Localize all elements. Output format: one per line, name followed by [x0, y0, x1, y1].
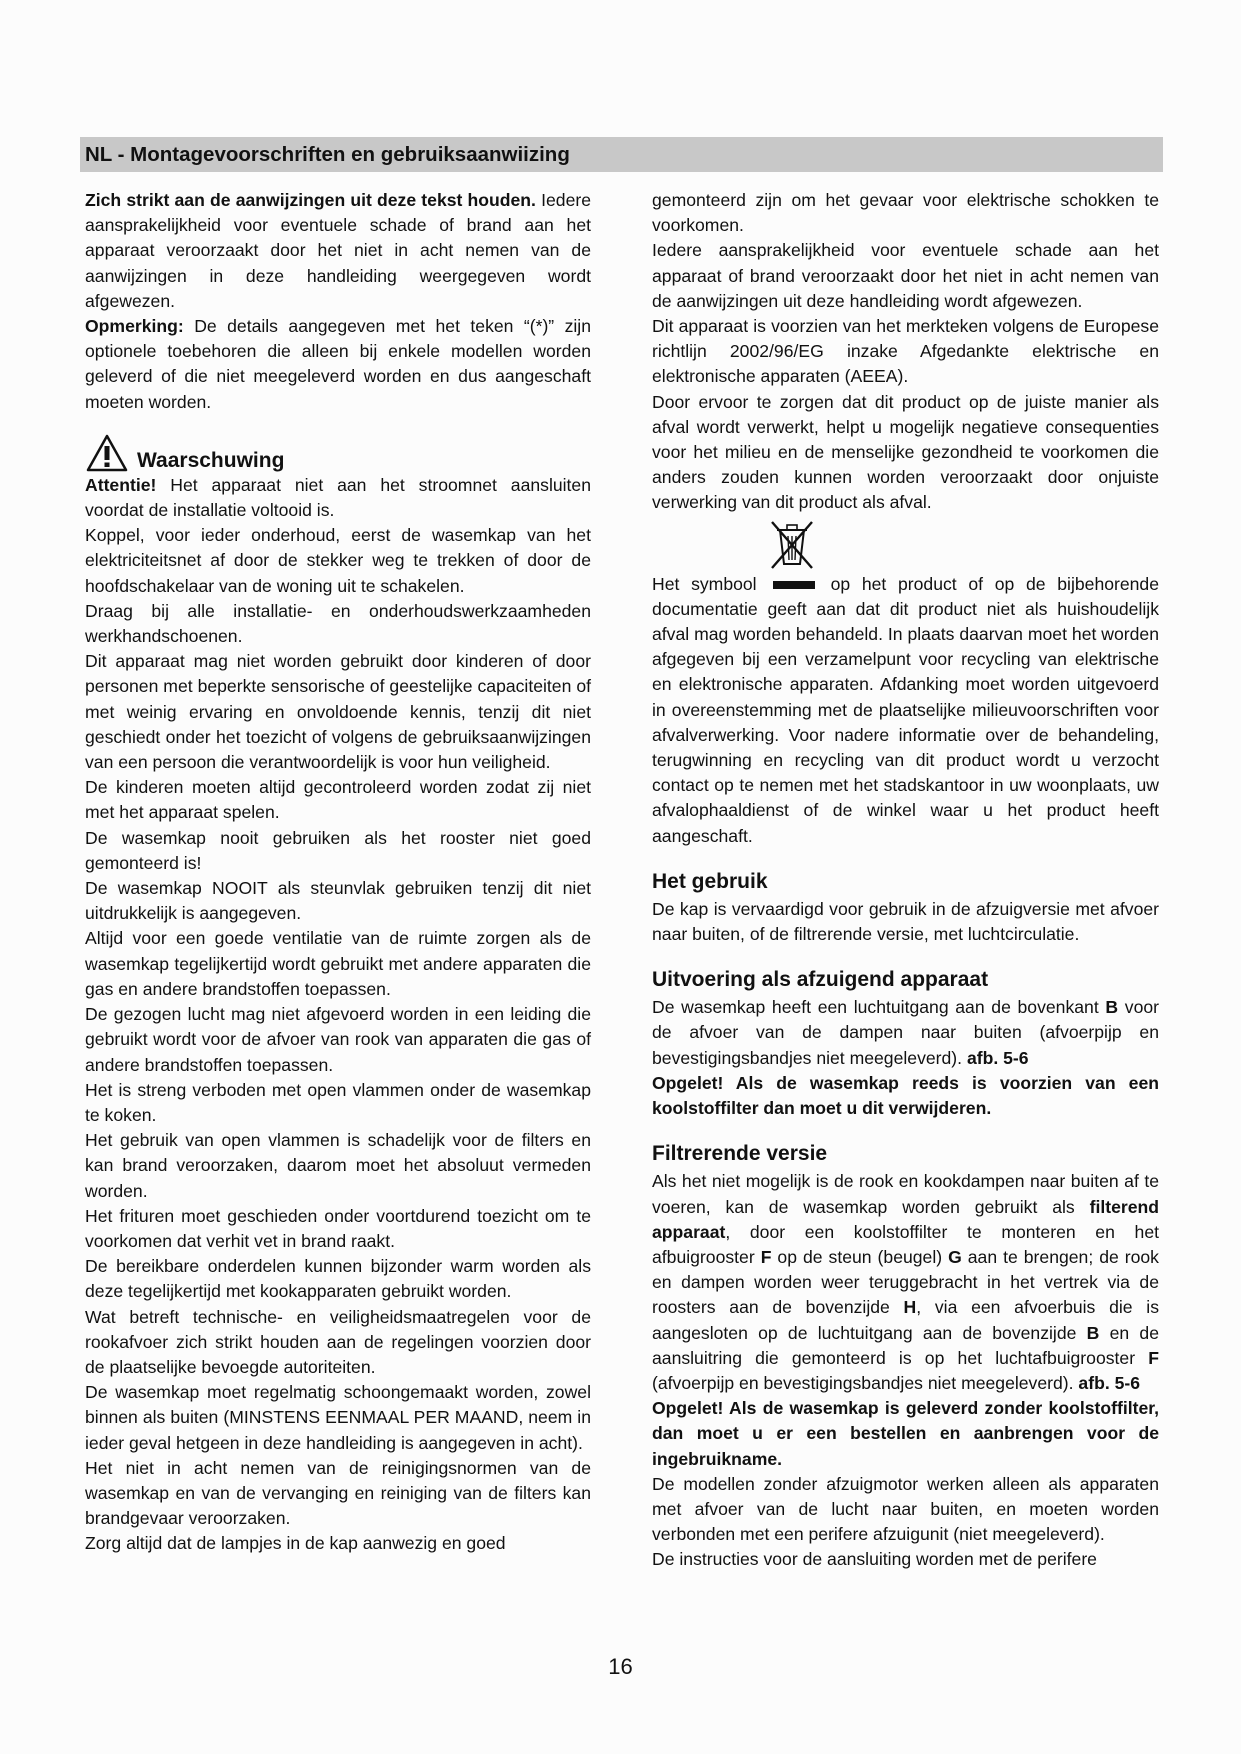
warning-triangle-icon	[85, 433, 129, 473]
use-heading: Het gebruik	[652, 869, 768, 893]
filter-text: Als het niet mogelijk is de rook en kookdampen naar buiten af te voeren, kan de wasemkap worden gebruikt als	[652, 1171, 1159, 1217]
figure-ref: afb. 5-6	[1078, 1372, 1141, 1393]
left-paragraph: Draag bij alle installatie- en onderhoudswerkzaamheden werkhandschoenen.	[85, 600, 591, 647]
exhaust-heading: Uitvoering als afzuigend apparaat	[652, 968, 989, 992]
left-paragraph: Het gebruik van open vlammen is schadelijk voor de filters en kan brand veroorzaken, daarom moet het absoluut vermeden worden.	[85, 1130, 591, 1201]
warning-heading: Waarschuwing	[137, 448, 285, 472]
right-paragraph: Iedere aansprakelijkheid voor eventuele schade aan het apparaat of brand veroorzaakt door het niet in acht nemen van de aanwijzingen uit deze handleiding wordt afgewezen.	[652, 240, 1159, 311]
left-paragraph: De wasemkap NOOIT als steunvlak gebruiken tenzij dit niet uitdrukkelijk is aangegeven.	[85, 878, 591, 924]
left-paragraph: Het is streng verboden met open vlammen onder de wasemkap te koken.	[85, 1079, 591, 1125]
right-paragraph: De instructies voor de aansluiting worden met de perifere	[652, 1549, 1097, 1570]
use-paragraph: De kap is vervaardigd voor gebruik in de afzuigversie met afvoer naar buiten, of de filtrerende versie, met luchtcirculatie.	[652, 898, 1159, 945]
note-text: De details aangegeven met het teken “(*)” zijn optionele toebehoren die alleen bij enkele modellen worden geleverd of die niet meegeleverd worden en dus aangeschaft moeten worden.	[85, 316, 592, 412]
label-b: B	[1105, 997, 1119, 1018]
exhaust-text: De wasemkap heeft een luchtuitgang aan de bovenkant	[652, 997, 1099, 1018]
crossed-out-bin-icon	[762, 518, 822, 572]
weee-bar-icon	[773, 581, 815, 589]
note-label: Opmerking:	[85, 316, 184, 337]
right-paragraph: De modellen zonder afzuigmotor werken alleen als apparaten met afvoer van de lucht naar buiten, en moeten worden verbonden met een perifere afzuigunit (niet meegeleverd).	[652, 1473, 1159, 1545]
filter-text: op de steun (beugel)	[777, 1246, 943, 1267]
left-paragraph: De bereikbare onderdelen kunnen bijzonder warm worden als deze tegelijkertijd met kookapparaten gebruikt worden.	[85, 1256, 591, 1302]
attention-paragraph	[85, 473, 591, 523]
right-column	[652, 188, 1159, 1573]
attention-text: Het apparaat niet aan het stroomnet aansluiten voordat de installatie voltooid is.	[85, 474, 592, 521]
figure-ref: afb. 5-6	[966, 1047, 1029, 1068]
exhaust-warning	[652, 1071, 1159, 1121]
exhaust-paragraph	[652, 995, 1159, 1071]
filter-warning	[652, 1396, 1159, 1472]
left-paragraph: Wat betreft technische- en veiligheidsmaatregelen voor de rookafvoer zich strikt houden aan de regelingen voorzien door de plaatselijke bevoegde autoriteiten.	[85, 1306, 591, 1377]
filter-paragraph	[652, 1169, 1159, 1396]
intro-bold: Zich strikt aan de aanwijzingen uit deze tekst houden.	[85, 190, 536, 210]
right-paragraph: gemonteerd zijn om het gevaar voor elektrische schokken te voorkomen.	[652, 190, 1159, 236]
left-paragraph: Het frituren moet geschieden onder voortdurend toezicht om te voorkomen dat verhit vet in brand raakt.	[85, 1205, 591, 1251]
symbol-prefix: Het symbool	[652, 573, 757, 594]
filter-text: , via een afvoerbuis die is aangesloten op de luchtuitgang aan de bovenzijde	[652, 1297, 1159, 1343]
left-paragraph: Dit apparaat mag niet worden gebruikt door kinderen of door personen met beperkte sensorische of geestelijke capaciteiten of met weinig ervaring en onvoldoende kennis, tenzij dit niet geschiedt onder het toezicht of volgens de gebruiksaanwijzingen van een persoon die verantwoordelijk is voor hun veiligheid.	[85, 651, 591, 773]
label-f: F	[760, 1246, 772, 1267]
filter-heading: Filtrerende versie	[652, 1142, 828, 1166]
left-paragraph: Altijd voor een goede ventilatie van de ruimte zorgen als de wasemkap tegelijkertijd wordt gebruikt met andere apparaten die gas en andere brandstoffen toepassen.	[85, 928, 591, 999]
label-g: G	[948, 1246, 962, 1267]
symbol-paragraph	[652, 572, 1159, 849]
label-f: F	[1148, 1347, 1159, 1368]
left-column	[85, 188, 591, 1557]
left-paragraph: Koppel, voor ieder onderhoud, eerst de wasemkap van het elektriciteitsnet af door de stekker weg te trekken of door de hoofdschakelaar van de woning uit te schakelen.	[85, 525, 591, 596]
left-paragraph: De wasemkap nooit gebruiken als het rooster niet goed gemonteerd is!	[85, 827, 591, 873]
exhaust-text: voor de afvoer van de dampen naar buiten (afvoerpijp en bevestigingsbandjes niet meegeleverd).	[652, 997, 1160, 1068]
left-paragraph: De wasemkap moet regelmatig schoongemaakt worden, zowel binnen als buiten (MINSTENS EENMAAL PER MAAND, neem in ieder geval hetgeen in deze handleiding is aangegeven in acht).	[85, 1382, 591, 1453]
label-h: H	[903, 1297, 917, 1318]
right-paragraph: Dit apparaat is voorzien van het merkteken volgens de Europese richtlijn 2002/96/EG inzake Afgedankte elektrische en elektronische apparaten (AEEA).	[652, 316, 1159, 387]
exhaust-warning-text: Opgelet! Als de wasemkap reeds is voorzien van een koolstoffilter dan moet u dit verwijderen.	[652, 1072, 1159, 1119]
warning-heading-row	[85, 431, 591, 473]
filter-text: aan te brengen; de rook en dampen worden weer teruggebracht in het vertrek via de roosters aan de bovenzijde	[652, 1246, 1159, 1318]
filter-text: , door een koolstoffilter te monteren en het afbuigrooster	[652, 1221, 1159, 1267]
filter-warning-text: Opgelet! Als de wasemkap is geleverd zonder koolstoffilter, dan moet u er een bestellen en aanbrengen voor de ingebruikname.	[652, 1398, 1159, 1469]
left-paragraph: De gezogen lucht mag niet afgevoerd worden in een leiding die gebruikt wordt voor de afvoer van rook van apparaten die gas of andere brandstoffen toepassen.	[85, 1004, 591, 1075]
note-paragraph	[85, 314, 591, 415]
label-b: B	[1086, 1322, 1100, 1343]
left-paragraph: Zorg altijd dat de lampjes in de kap aanwezig en goed	[85, 1533, 506, 1554]
left-paragraph: Het niet in acht nemen van de reinigingsnormen van de wasemkap en van de vervanging en reiniging van de filters kan brandgevaar veroorzaken.	[85, 1457, 591, 1529]
left-paragraph: De kinderen moeten altijd gecontroleerd worden zodat zij niet met het apparaat spelen.	[85, 777, 591, 823]
intro-paragraph	[85, 188, 591, 314]
symbol-text: op het product of op de bijbehorende documentatie geeft aan dat dit product niet als huishoudelijk afval mag worden behandeld. In plaats daarvan moet het worden afgegeven bij een verzamelpunt voor recycling van elektrische en elektronische apparaten. Afdanking moet worden uitgevoerd in overeenstemming met de plaatselijke milieuvoorschriften voor afvalverwerking. Voor nadere informatie over de behandeling, terugwinning en recycling van dit product wordt u verzocht contact op te nemen met het stadskantoor in uw woonplaats, uw afvalophaaldienst of de winkel waar u het product heeft aangeschaft.	[652, 573, 1160, 846]
page-number: 16	[608, 1654, 633, 1679]
attention-label: Attentie!	[85, 474, 157, 495]
filter-text: en de aansluitring die gemonteerd is op het luchtafbuigrooster	[652, 1322, 1160, 1368]
page-title: NL - Montagevoorschriften en gebruiksaanwiizing	[85, 143, 570, 166]
right-paragraph: Door ervoor te zorgen dat dit product op de juiste manier als afval wordt verwerkt, helpt u mogelijk negatieve consequenties voor het milieu en de menselijke gezondheid te voorkomen die anders zouden kunnen worden veroorzaakt door onjuiste verwerking van dit product als afval.	[652, 391, 1159, 513]
intro-text: Iedere aansprakelijkheid voor eventuele schade of brand aan het apparaat veroorzaakt door het niet in acht nemen van de aanwijzingen in deze handleiding weergegeven wordt afgewezen.	[85, 190, 592, 311]
filter-bold: filterend apparaat	[652, 1196, 1160, 1242]
filter-text: (afvoerpijp en bevestigingsbandjes niet meegeleverd).	[652, 1372, 1074, 1393]
section-header	[80, 137, 1163, 172]
